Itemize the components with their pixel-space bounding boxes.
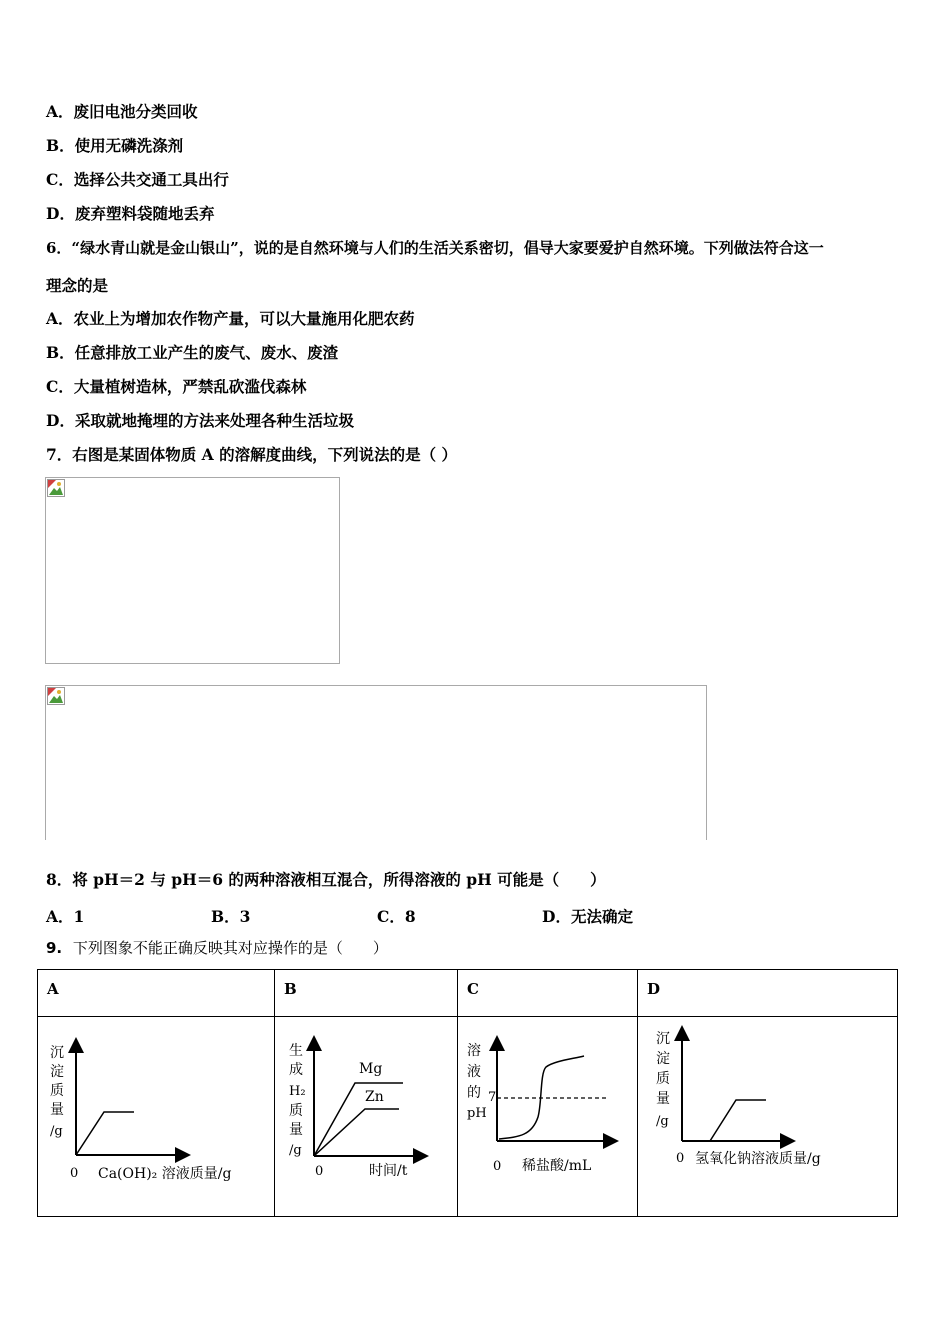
q6-option-a-letter: A．	[46, 309, 74, 328]
q8-option-a-text: 1	[73, 907, 85, 926]
q6-option-b-letter: B．	[46, 343, 75, 362]
q6-option-a-text: 农业上为增加农作物产量，可以大量施用化肥农药	[73, 309, 415, 328]
q5-option-c	[46, 170, 229, 190]
q6-option-c	[46, 377, 306, 397]
graph-b-ylabel-4: 质	[289, 1103, 303, 1119]
q9-number: 9.	[46, 939, 63, 957]
graph-b-ylabel-3: H₂	[289, 1084, 306, 1099]
q6-option-d-text: 采取就地掩埋的方法来处理各种生活垃圾	[74, 411, 354, 430]
graph-c-ylabel-2: 液	[467, 1064, 481, 1080]
q9-stem	[46, 938, 388, 958]
q5-option-a-text: 废旧电池分类回收	[73, 102, 198, 121]
q5-option-b-text: 使用无磷洗涤剂	[74, 136, 184, 155]
graph-b-ylabel-6: /g	[289, 1143, 302, 1158]
broken-image-solubility-curve	[45, 477, 340, 664]
q8-option-b	[211, 905, 250, 927]
q8-option-b-text: 3	[239, 907, 251, 926]
graph-c-xlabel: 稀盐酸/mL	[522, 1158, 592, 1174]
q9-graph-a	[38, 1017, 274, 1215]
q8-option-b-letter: B．	[211, 907, 240, 926]
q8-stem: 8．将 pH＝2 与 pH＝6 的两种溶液相互混合，所得溶液的 pH 可能是（ ）	[46, 870, 606, 889]
broken-image-icon	[47, 479, 65, 497]
q5-option-c-letter: C．	[46, 170, 74, 189]
graph-c-ylabel-4: pH	[467, 1106, 487, 1121]
q9-header-d: D	[638, 970, 898, 1017]
q7-stem: 7．右图是某固体物质 A 的溶解度曲线，下列说法的是（ ）	[46, 445, 458, 464]
graph-b-ylabel-1: 生	[289, 1043, 303, 1059]
q9-header-a: A	[38, 970, 275, 1017]
q8-option-a	[46, 905, 84, 927]
broken-image-q7-options	[45, 685, 707, 840]
q6-option-b	[46, 343, 338, 363]
q9-graph-c	[458, 1017, 637, 1215]
graph-b-ylabel-5: 量	[289, 1122, 303, 1138]
graph-a-curve	[76, 1112, 134, 1155]
graph-a-ylabel-3: 质	[50, 1083, 64, 1099]
graph-d-ylabel-2: 淀	[656, 1051, 670, 1067]
graph-d-xlabel: 氢氧化钠溶液质量/g	[695, 1151, 821, 1167]
graph-b-mg-curve	[314, 1083, 403, 1156]
q8-option-a-letter: A．	[46, 907, 74, 926]
q6-option-d-letter: D．	[46, 411, 75, 430]
graph-d-ylabel-3: 质	[656, 1071, 670, 1087]
q9-graph-table	[37, 969, 898, 1217]
graph-b-ylabel-2: 成	[289, 1062, 303, 1078]
graph-b-xlabel: 时间/t	[369, 1163, 408, 1179]
q8-option-c	[377, 905, 416, 927]
graph-d-ylabel-4: 量	[656, 1091, 670, 1107]
q5-option-b-letter: B．	[46, 136, 75, 155]
q5-option-b	[46, 136, 183, 156]
q5-option-d	[46, 204, 214, 224]
q6-stem-line1: 6．“绿水青山就是金山银山”，说的是自然环境与人们的生活关系密切，倡导大家要爱护自然环境。下列做法符合这一	[46, 239, 824, 257]
q8-option-c-text: 8	[404, 907, 416, 926]
q9-graph-a-cell	[38, 1017, 275, 1217]
graph-d-ylabel-1: 沉	[656, 1031, 670, 1047]
graph-a-ylabel-1: 沉	[50, 1045, 64, 1061]
q8-option-c-letter: C．	[377, 907, 405, 926]
q6-option-c-text: 大量植树造林，严禁乱砍滥伐森林	[73, 377, 307, 396]
q9-graph-c-cell	[458, 1017, 638, 1217]
q9-graph-d-cell	[638, 1017, 898, 1217]
q9-header-c: C	[458, 970, 638, 1017]
q6-option-c-letter: C．	[46, 377, 74, 396]
q6-option-b-text: 任意排放工业产生的废气、废水、废渣	[74, 343, 339, 362]
graph-a-origin: 0	[70, 1166, 79, 1181]
graph-a-ylabel-2: 淀	[50, 1064, 64, 1080]
q6-option-d	[46, 411, 354, 431]
graph-d-ylabel-5: /g	[656, 1114, 669, 1129]
graph-d-curve	[710, 1100, 766, 1141]
q9-header-b: B	[275, 970, 458, 1017]
q5-option-a-letter: A．	[46, 102, 74, 121]
graph-c-ylabel-3: 的	[467, 1085, 481, 1101]
q9-graph-b	[275, 1017, 457, 1215]
q5-option-d-letter: D．	[46, 204, 75, 223]
q9-stem-text: 下列图象不能正确反映其对应操作的是（ ）	[72, 939, 388, 957]
q6-option-a	[46, 309, 415, 329]
graph-b-origin: 0	[315, 1164, 324, 1179]
graph-a-ylabel-4: 量	[50, 1102, 64, 1118]
q6-stem-line2: 理念的是	[46, 276, 109, 295]
q8-option-d-letter: D．	[542, 907, 571, 926]
q9-graph-d	[638, 1017, 897, 1215]
q8-option-d	[542, 905, 633, 927]
broken-image-icon	[47, 687, 65, 705]
q5-option-d-text: 废弃塑料袋随地丢弃	[74, 204, 215, 223]
graph-d-origin: 0	[676, 1151, 685, 1166]
q5-option-a	[46, 102, 198, 122]
graph-a-ylabel-5: /g	[50, 1124, 63, 1139]
graph-b-label-zn: Zn	[365, 1089, 384, 1105]
graph-c-ylabel-1: 溶	[467, 1043, 481, 1059]
q9-graph-b-cell	[275, 1017, 458, 1217]
q5-option-c-text: 选择公共交通工具出行	[73, 170, 229, 189]
graph-c-origin: 0	[493, 1159, 502, 1174]
q8-option-d-text: 无法确定	[570, 907, 633, 926]
graph-a-xlabel: Ca(OH)₂ 溶液质量/g	[98, 1166, 232, 1182]
graph-b-label-mg: Mg	[359, 1061, 383, 1077]
graph-c-ph-value: 7	[488, 1090, 497, 1105]
